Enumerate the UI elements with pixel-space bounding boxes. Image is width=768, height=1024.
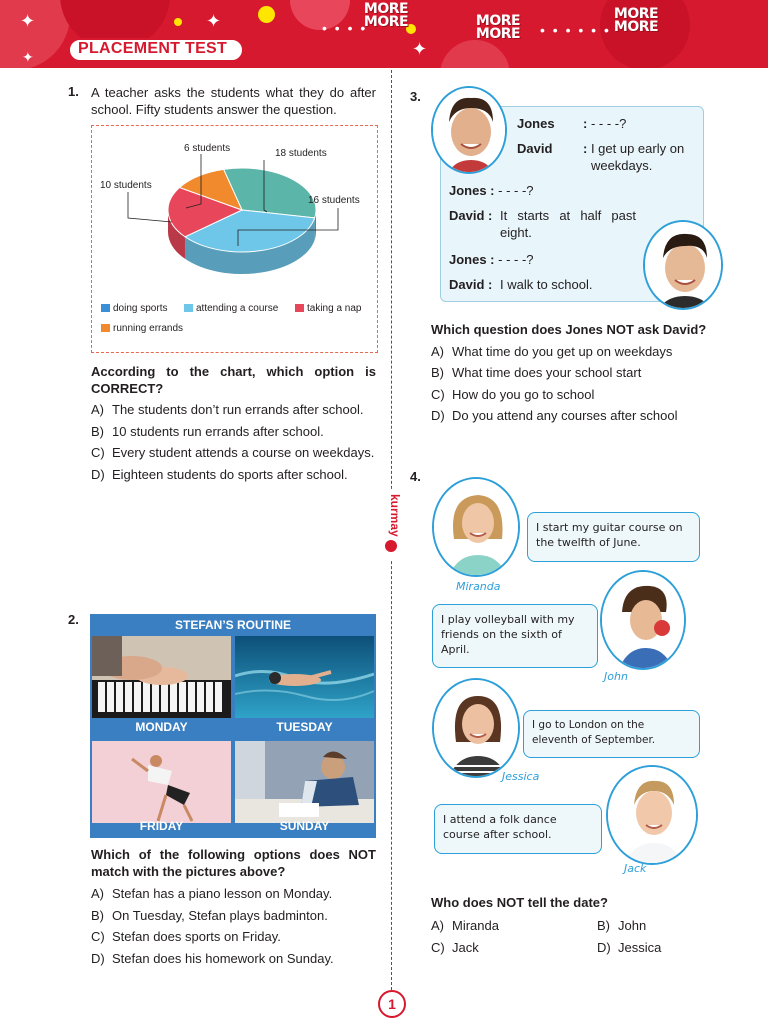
brand-logo: MORE MORE [613, 6, 659, 35]
dialogue-line: Jones : - - - -? [517, 116, 627, 131]
day-label: FRIDAY [139, 819, 184, 833]
legend-item: running errands [101, 323, 183, 334]
question-prompt: Who does NOT tell the date? [431, 895, 608, 910]
slice-label: 10 students [100, 180, 152, 191]
day-label: SUNDAY [279, 819, 330, 833]
star-icon: ✦ [22, 49, 34, 65]
brand-logo: MORE MORE [363, 1, 409, 30]
dialogue-line: Jones : - - - -? [449, 252, 534, 267]
jack-avatar [606, 765, 698, 865]
question-number: 4. [410, 469, 421, 484]
jones-avatar [431, 86, 507, 174]
person-name: Jessica [502, 770, 540, 783]
option-d[interactable]: D) Eighteen students do sports after school. [91, 467, 348, 482]
person-name: Miranda [456, 580, 501, 593]
dialogue-line: David : It starts at half past eight. [449, 208, 636, 240]
option-b[interactable]: B) On Tuesday, Stefan plays badminton. [91, 908, 328, 923]
option-d[interactable]: D) Do you attend any courses after school [431, 408, 678, 423]
brand-logo: MORE MORE [475, 13, 521, 42]
slice-label: 6 students [184, 143, 231, 154]
option-c[interactable]: C) Every student attends a course on weekdays. [91, 445, 375, 460]
dotted-decoration: • • • • • • [540, 22, 611, 38]
speech-bubble: I play volleyball with my friends on the sixth of April. [432, 604, 598, 668]
person-name: Jack [624, 862, 647, 875]
publisher-logo [380, 490, 402, 560]
option-b[interactable]: B) John [597, 918, 647, 933]
question-text: A teacher asks the students what they do after school. Fifty students answer the question. [91, 85, 376, 117]
question-number: 1. [68, 84, 79, 99]
routine-title: STEFAN’S ROUTINE [174, 618, 291, 632]
legend-swatch [101, 304, 110, 312]
slice-label: 18 students [275, 148, 327, 159]
miranda-avatar [432, 477, 520, 577]
slice-label: 16 students [308, 195, 360, 206]
speech-bubble: I start my guitar course on the twelfth of June. [527, 512, 700, 562]
question-prompt: Which of the following options does NOT match with the pictures above? [91, 847, 376, 879]
option-a[interactable]: A) The students don’t run errands after school. [91, 402, 364, 417]
option-a[interactable]: A) Miranda [431, 918, 499, 933]
legend-item: taking a nap [295, 303, 362, 314]
option-c[interactable]: C) Jack [431, 940, 479, 955]
day-label: TUESDAY [276, 720, 333, 734]
monday-picture [92, 636, 231, 718]
question-number: 2. [68, 612, 79, 627]
option-b[interactable]: B) 10 students run errands after school. [91, 424, 324, 439]
option-b[interactable]: B) What time does your school start [431, 365, 642, 380]
legend-item: doing sports [101, 303, 167, 314]
option-c[interactable]: C) Stefan does sports on Friday. [91, 929, 281, 944]
legend-swatch [101, 324, 110, 332]
question-prompt: Which question does Jones NOT ask David? [431, 322, 707, 337]
speech-bubble: I attend a folk dance course after school. [434, 804, 602, 854]
page-number: 1 [378, 990, 406, 1018]
speech-bubble: I go to London on the eleventh of September. [523, 710, 700, 758]
day-label: MONDAY [135, 720, 188, 734]
leader-line [128, 192, 172, 222]
legend-swatch [184, 304, 193, 312]
dotted-decoration: • • • • [322, 20, 368, 36]
john-avatar [600, 570, 686, 670]
legend-item: attending a course [184, 303, 278, 314]
dialogue-line: David : I get up early on weekdays. [517, 141, 685, 173]
option-a[interactable]: A) Stefan has a piano lesson on Monday. [91, 886, 333, 901]
legend-swatch [295, 304, 304, 312]
jessica-avatar [432, 678, 520, 778]
option-d[interactable]: D) Stefan does his homework on Sunday. [91, 951, 334, 966]
header-decoration [0, 0, 70, 68]
dot-decoration [258, 6, 275, 23]
option-d[interactable]: D) Jessica [597, 940, 662, 955]
option-c[interactable]: C) How do you go to school [431, 387, 595, 402]
header-decoration [440, 40, 510, 68]
page-title: PLACEMENT TEST [78, 40, 228, 57]
question-number: 3. [410, 89, 421, 104]
publisher-logo-text: kurmay [388, 494, 402, 537]
dot-decoration [174, 18, 182, 26]
pie-chart-svg [92, 126, 379, 354]
person-name: John [604, 670, 628, 683]
tuesday-picture [235, 636, 374, 718]
dialogue-line: Jones : - - - -? [449, 183, 534, 198]
star-icon: ✦ [206, 11, 222, 31]
star-icon: ✦ [412, 39, 428, 59]
routine-panel [90, 614, 376, 838]
question-prompt: According to the chart, which option is CORRECT? [91, 364, 376, 396]
friday-picture [92, 741, 231, 823]
david-avatar [643, 220, 723, 310]
pie-chart [91, 125, 378, 353]
sunday-picture [235, 741, 374, 823]
option-a[interactable]: A) What time do you get up on weekdays [431, 344, 673, 359]
dialogue-line: David : I walk to school. [449, 277, 593, 292]
star-icon: ✦ [20, 11, 36, 31]
